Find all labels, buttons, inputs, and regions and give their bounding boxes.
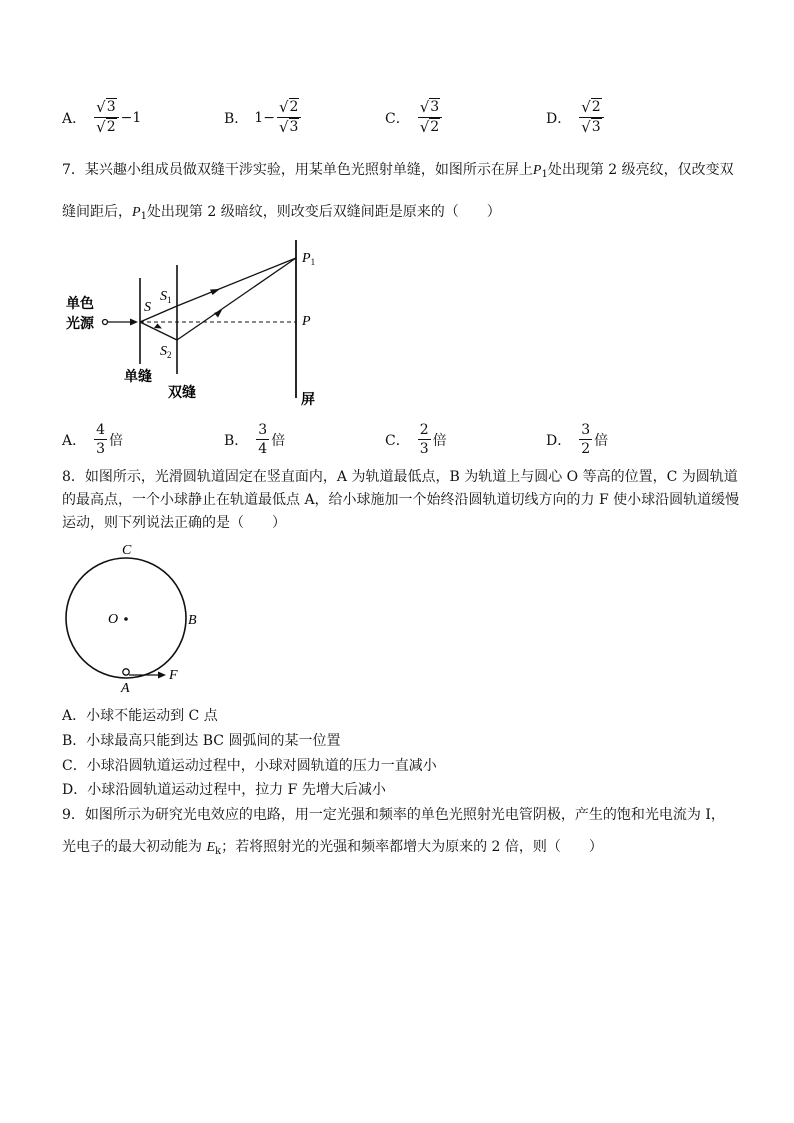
q7-option-a bbox=[62, 421, 123, 458]
sqrt-value: 3 bbox=[106, 99, 116, 115]
screen-label: 屏 bbox=[301, 392, 315, 408]
double-slit-figure bbox=[60, 238, 340, 410]
q7-option-d bbox=[546, 421, 608, 458]
light-source-dot bbox=[103, 320, 108, 325]
sqrt-value: 2 bbox=[430, 119, 440, 135]
label-S1: $S_1$ bbox=[160, 289, 172, 305]
q6-option-d bbox=[546, 98, 606, 137]
arrow-head bbox=[154, 324, 162, 329]
fraction: √ 2 √ 3 bbox=[579, 98, 603, 137]
q8-stem-line-1: 8．如图所示，光滑圆轨道固定在竖直面内，A 为轨道最低点，B 为轨道上与圆心 O 等高的位置，C 为圆轨道 bbox=[62, 469, 738, 485]
q7-stem-line-2: 缝间距后，$P_1$处出现第 2 级暗纹，则改变后双缝间距是原来的（ ） bbox=[62, 204, 501, 222]
sqrt-value: 2 bbox=[591, 99, 601, 115]
arrow-head bbox=[130, 319, 138, 326]
q8-option-a: A．小球不能运动到 C 点 bbox=[62, 708, 218, 724]
single-slit-label: 单缝 bbox=[124, 369, 152, 385]
option-label: D． bbox=[546, 432, 572, 449]
ball bbox=[123, 669, 129, 675]
fraction: $\frac{4}{3}$ bbox=[96, 422, 106, 457]
label-P: P bbox=[302, 314, 311, 329]
option-label: B． bbox=[224, 432, 249, 449]
fraction: √ 2 √ 3 bbox=[277, 98, 301, 137]
sqrt-value: 2 bbox=[106, 119, 116, 135]
option-label: D． bbox=[546, 110, 572, 127]
label-P1: $P_1$ bbox=[302, 251, 316, 267]
sqrt-value: 3 bbox=[430, 99, 440, 115]
label-A: A bbox=[121, 681, 130, 696]
option-head: 1− bbox=[254, 109, 275, 126]
option-label: A． bbox=[62, 110, 87, 127]
q9-stem-line-2: 光电子的最大初动能为 $E_k$；若将照射光的光强和频率都增大为原来的 2 倍，则（ ） bbox=[62, 839, 603, 857]
q6-option-b bbox=[224, 98, 303, 137]
label-S: S bbox=[144, 300, 151, 315]
arrow-head bbox=[210, 289, 220, 295]
q8-stem-line-3: 运动，则下列说法正确的是（ ） bbox=[62, 515, 286, 531]
option-unit: 倍 bbox=[432, 432, 447, 449]
q8-option-c: C．小球沿圆轨道运动过程中，小球对圆轨道的压力一直减小 bbox=[62, 758, 437, 774]
arrow-head bbox=[158, 672, 166, 679]
option-label: C． bbox=[385, 110, 410, 127]
q6-option-a bbox=[62, 98, 141, 137]
option-label: C． bbox=[385, 432, 410, 449]
sqrt-value: 2 bbox=[289, 99, 299, 115]
q9-stem-line-1: 9．如图所示为研究光电效应的电路，用一定光强和频率的单色光照射光电管阴极，产生的饱和光电流为 I， bbox=[62, 807, 725, 823]
label-O: O bbox=[108, 612, 119, 627]
fraction: √ 3 √ 2 bbox=[94, 98, 118, 137]
fraction: √ 3 √ 2 bbox=[418, 98, 442, 137]
option-unit: 倍 bbox=[594, 432, 609, 449]
source-label-2: 光源 bbox=[66, 316, 94, 332]
fraction: $\frac{2}{3}$ bbox=[419, 422, 429, 457]
sqrt-value: 3 bbox=[289, 119, 299, 135]
q8-option-b: B．小球最高只能到达 BC 圆弧间的某一位置 bbox=[62, 733, 341, 749]
q8-option-d: D．小球沿圆轨道运动过程中，拉力 F 先增大后减小 bbox=[62, 782, 386, 798]
option-label: A． bbox=[62, 432, 87, 449]
source-label-1: 单色 bbox=[66, 296, 94, 312]
circular-track-figure bbox=[60, 538, 200, 696]
option-tail: −1 bbox=[120, 109, 142, 126]
label-S2: $S_2$ bbox=[160, 344, 172, 360]
q7-stem-line-1: 7．某兴趣小组成员做双缝干涉实验，用某单色光照射单缝，如图所示在屏上$P_1$处出现第 2 级亮纹，仅改变双 bbox=[62, 162, 734, 180]
sqrt-value: 3 bbox=[591, 119, 601, 135]
fraction: $\frac{3}{4}$ bbox=[258, 422, 268, 457]
q7-option-c bbox=[385, 421, 447, 458]
option-unit: 倍 bbox=[109, 432, 124, 449]
double-slit-label: 双缝 bbox=[168, 385, 196, 401]
q8-stem-line-2: 的最高点，一个小球静止在轨道最低点 A，给小球施加一个始终沿圆轨道切线方向的力 F 使小球沿圆轨道缓慢 bbox=[62, 492, 740, 508]
q7-option-b bbox=[224, 421, 285, 458]
option-unit: 倍 bbox=[271, 432, 286, 449]
fraction: $\frac{3}{2}$ bbox=[581, 422, 591, 457]
q6-option-c bbox=[385, 98, 444, 137]
label-B: B bbox=[188, 613, 197, 628]
label-C: C bbox=[122, 543, 132, 558]
option-label: B． bbox=[224, 110, 249, 127]
center-point bbox=[124, 617, 128, 621]
label-F: F bbox=[169, 668, 178, 683]
